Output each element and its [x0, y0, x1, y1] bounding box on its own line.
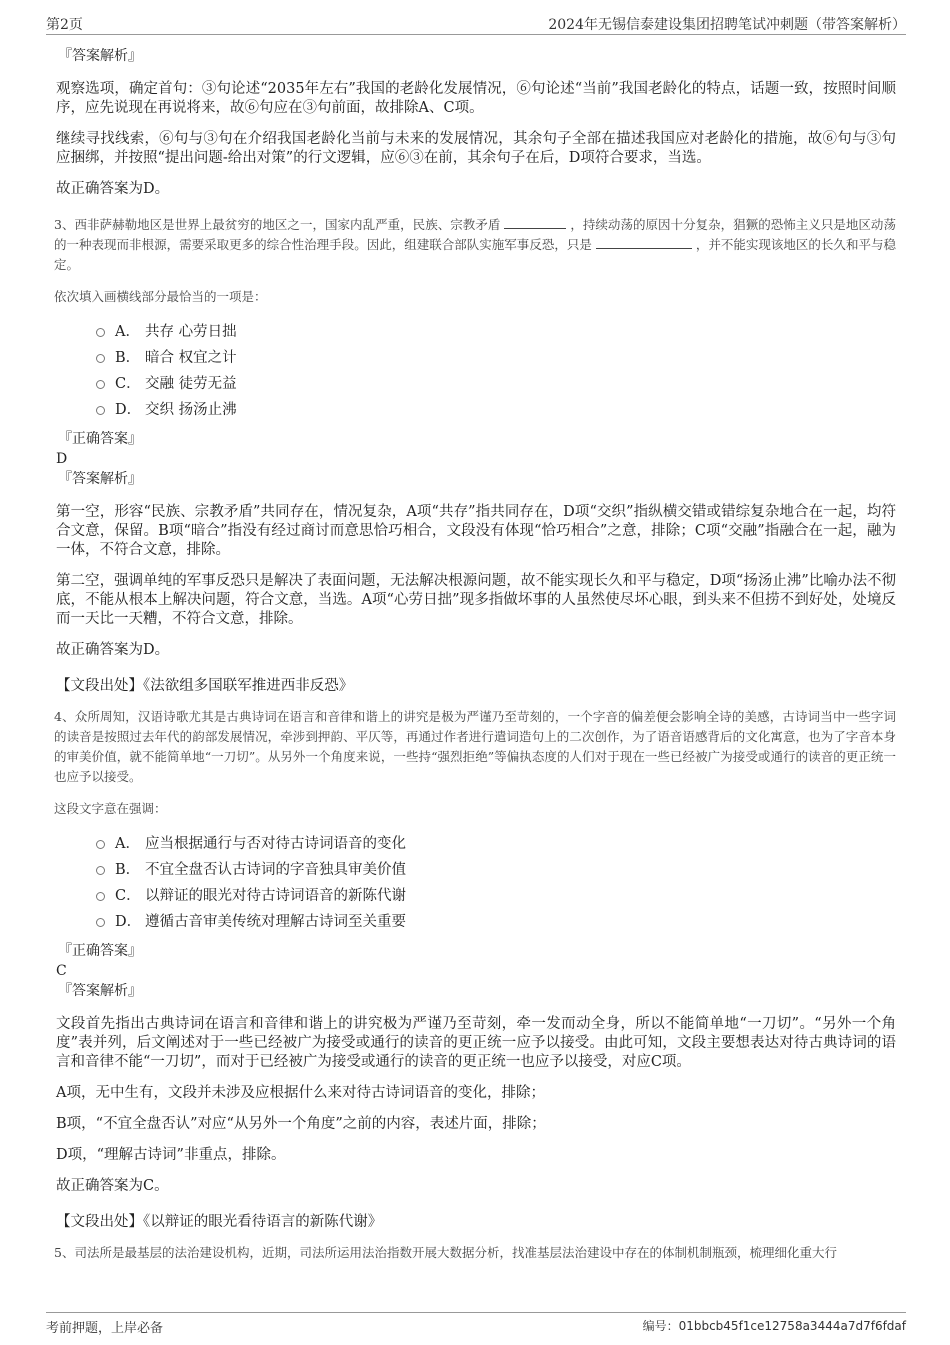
page-footer	[46, 1312, 906, 1336]
option-text: 遵循古音审美传统对理解古诗词至关重要	[145, 914, 406, 930]
analysis-label: 『答案解析』	[58, 48, 142, 64]
page-number: 第2页	[46, 17, 83, 33]
correct-answer-label: 『正确答案』	[58, 943, 142, 959]
correct-answer-label: 『正确答案』	[58, 431, 142, 447]
question-4-instruction: 这段文字意在强调：	[54, 801, 167, 816]
option-b[interactable]	[96, 857, 896, 883]
analysis-paragraph: 故正确答案为D。	[56, 181, 170, 197]
option-d[interactable]	[96, 909, 896, 935]
question-4-stem: 4、众所周知，汉语诗歌尤其是古典诗词在语言和音律和谐上的讲究是极为严谨乃至苛刻的，一个字音的偏差便会影响全诗的美感，古诗词当中一些字词的读音是按照过去年代的韵部发展情况，牵涉到押韵、平仄等，再通过作者进行遣词造句上的二次创作，为了语音语感背后的文化寓意，也为了字音本身的审美价值，就不能简单地“一刀切”。从另外一个角度来说，一些持“强烈拒绝”等偏执态度的人们对于现在一些已经被广为接受或通行的读音的更正统一也应予以接受。	[54, 709, 896, 784]
document-code: 编号：01bbcb45f1ce12758a3444a7d7f6fdaf	[642, 1319, 906, 1333]
question-3-options	[96, 319, 896, 423]
analysis-paragraph: A项，无中生有，文段并未涉及应根据什么来对待古诗词语音的变化，排除；	[56, 1085, 545, 1101]
page-header	[46, 12, 906, 35]
analysis-label: 『答案解析』	[58, 983, 142, 999]
analysis-paragraph: 故正确答案为C。	[56, 1178, 169, 1194]
option-a[interactable]	[96, 831, 896, 857]
analysis-paragraph: 文段首先指出古典诗词在语言和音律和谐上的讲究极为严谨乃至苛刻，牵一发而动全身，所以不能简单地“一刀切”。“另外一个角度”表并列，后文阐述对于一些已经被广为接受或通行的读音的更正统一应予以接受。由此可知，文段主要想表达对待古典诗词的语言和音律不能“一刀切”，而对于已经被广为接受或通行的读音的更正统一也应予以接受，对应C项。	[56, 1016, 896, 1070]
option-d[interactable]	[96, 397, 896, 423]
option-letter: A．	[115, 324, 140, 340]
analysis-paragraph: 继续寻找线索，⑥句与③句在介绍我国老龄化当前与未来的发展情况，其余句子全部在描述我国应对老龄化的措施，故⑥句与③句应捆绑，并按照“提出问题-给出对策”的行文逻辑，应⑥③在前，其余句子在后，D项符合要求，当选。	[56, 131, 896, 166]
source-citation: 【文段出处】《法欲组多国联军推进西非反恐》	[56, 678, 354, 694]
option-letter: B．	[115, 350, 141, 366]
option-letter: B．	[115, 862, 141, 878]
question-3-stem-part-c: ，并不能实现该地区的长久和平与稳定。	[54, 237, 896, 272]
option-c[interactable]	[96, 883, 896, 909]
radio-icon[interactable]	[96, 892, 105, 901]
option-letter: C．	[115, 376, 141, 392]
radio-icon[interactable]	[96, 380, 105, 389]
option-text: 交融 徒劳无益	[145, 376, 237, 392]
analysis-paragraph: 第一空，形容“民族、宗教矛盾”共同存在，情况复杂，A项“共存”指共同存在，D项“交织”指纵横交错或错综复杂地合在一起，均符合文意，保留。B项“暗合”指没有经过商讨而意思恰巧相合，文段没有体现“恰巧相合”之意，排除；C项“交融”指融合在一起，融为一体，不符合文意，排除。	[56, 504, 896, 558]
radio-icon[interactable]	[96, 406, 105, 415]
radio-icon[interactable]	[96, 866, 105, 875]
fill-blank-2	[596, 236, 692, 249]
analysis-paragraph: 第二空，强调单纯的军事反恐只是解决了表面问题，无法解决根源问题，故不能实现长久和平与稳定，D项“扬汤止沸”比喻办法不彻底，不能从根本上解决问题，符合文意，当选。A项“心劳日拙”现多指做坏事的人虽然使尽坏心眼，到头来不但捞不到好处，处境反而一天比一天糟，不符合文意，排除。	[56, 573, 896, 627]
option-b[interactable]	[96, 345, 896, 371]
option-text: 交织 扬汤止沸	[145, 402, 237, 418]
question-3-stem-part-a: 3、西非萨赫勒地区是世界上最贫穷的地区之一，国家内乱严重，民族、宗教矛盾	[54, 217, 501, 232]
option-letter: A．	[115, 836, 140, 852]
correct-answer: D	[56, 451, 68, 467]
source-citation: 【文段出处】《以辩证的眼光看待语言的新陈代谢》	[56, 1214, 383, 1230]
correct-answer: C	[56, 963, 67, 979]
analysis-paragraph: 观察选项，确定首句：③句论述“2035年左右”我国的老龄化发展情况，⑥句论述“当前”我国老龄化的特点，话题一致，按照时间顺序，应先说现在再说将来，故⑥句应在③句前面，故排除A、C项。	[56, 81, 896, 116]
analysis-paragraph: D项，“理解古诗词”非重点，排除。	[56, 1147, 286, 1163]
option-letter: D．	[115, 914, 142, 930]
document-body	[56, 46, 896, 1263]
option-text: 应当根据通行与否对待古诗词语音的变化	[145, 836, 406, 852]
option-text: 以辩证的眼光对待古诗词语音的新陈代谢	[145, 888, 406, 904]
option-c[interactable]	[96, 371, 896, 397]
footer-slogan: 考前押题，上岸必备	[46, 1321, 164, 1336]
radio-icon[interactable]	[96, 918, 105, 927]
question-3-stem-part-b: ，持续动荡的原因十分复杂，猖獗的恐怖主义只是地区动荡的一种表现而非根源，需要采取更多的综合性治理手段。因此，组建联合部队实施军事反恐，只是	[54, 217, 896, 252]
option-a[interactable]	[96, 319, 896, 345]
radio-icon[interactable]	[96, 328, 105, 337]
fill-blank-1	[504, 216, 566, 229]
question-5-stem: 5、司法所是最基层的法治建设机构，近期，司法所运用法治指数开展大数据分析，找准基层法治建设中存在的体制机制瓶颈，梳理细化重大行	[54, 1245, 837, 1260]
question-3-instruction: 依次填入画横线部分最恰当的一项是：	[54, 289, 267, 304]
question-3-stem	[54, 215, 896, 275]
option-letter: D．	[115, 402, 142, 418]
document-title: 2024年无锡信泰建设集团招聘笔试冲刺题（带答案解析）	[548, 17, 906, 33]
question-4-options	[96, 831, 896, 935]
option-text: 共存 心劳日拙	[145, 324, 237, 340]
radio-icon[interactable]	[96, 840, 105, 849]
analysis-paragraph: B项，“不宜全盘否认”对应“从另外一个角度”之前的内容，表述片面，排除；	[56, 1116, 546, 1132]
analysis-label: 『答案解析』	[58, 471, 142, 487]
analysis-paragraph: 故正确答案为D。	[56, 642, 170, 658]
option-text: 暗合 权宜之计	[145, 350, 237, 366]
option-letter: C．	[115, 888, 141, 904]
radio-icon[interactable]	[96, 354, 105, 363]
option-text: 不宜全盘否认古诗词的字音独具审美价值	[145, 862, 406, 878]
